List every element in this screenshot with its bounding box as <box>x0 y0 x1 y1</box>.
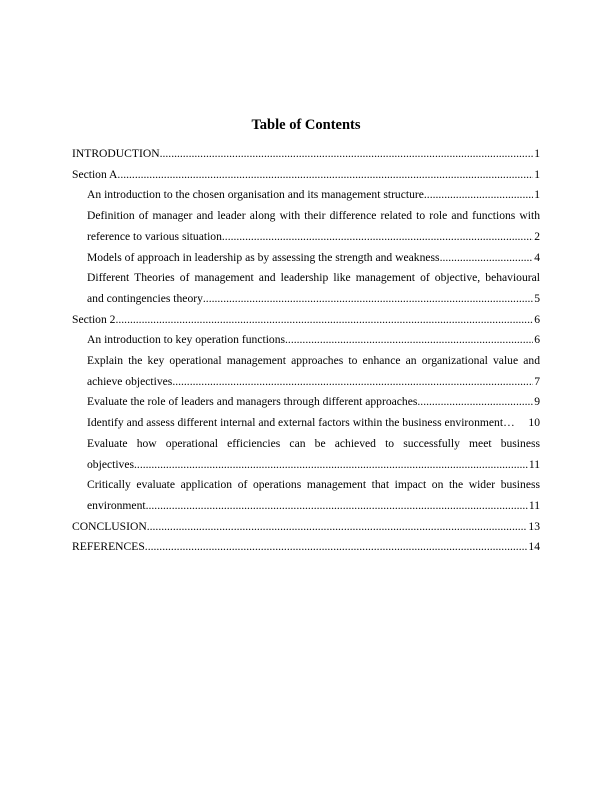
toc-entry[interactable] <box>72 268 540 309</box>
toc-entry-title: objectives <box>87 457 135 471</box>
toc-entry-line <box>72 537 540 558</box>
toc-page-number: 14 <box>528 540 540 554</box>
toc-entry-line <box>87 248 540 269</box>
toc-entry-title: environment <box>87 498 146 512</box>
toc-entry-title: Models of approach in leadership as by assessing the strength and weakness <box>87 250 440 264</box>
toc-entry-text-line: Explain the key operational management approaches to enhance an organizational value and <box>87 354 540 368</box>
toc-entry-line <box>87 330 540 351</box>
dot-leader <box>285 330 533 351</box>
toc-entry-title: REFERENCES <box>72 540 145 554</box>
toc-page-number: 6 <box>534 333 540 347</box>
toc-entry-text-line: Different Theories of management and leadership like management of objective, behavioural <box>87 271 540 285</box>
dot-leader <box>440 248 534 269</box>
toc-entry[interactable] <box>72 434 540 475</box>
toc-entry[interactable] <box>72 517 540 538</box>
page-title: Table of Contents <box>251 117 361 133</box>
toc-page-number: 6 <box>534 312 540 326</box>
toc-entry[interactable] <box>72 351 540 392</box>
toc-entry-title: achieve objectives <box>87 374 173 388</box>
toc-page-number: 11 <box>528 498 540 512</box>
toc-entry-line <box>87 227 540 248</box>
toc-entry-line <box>72 144 540 165</box>
dot-leader <box>172 372 533 393</box>
toc-entry-line <box>87 289 540 310</box>
toc-page-number: 11 <box>528 457 540 471</box>
toc-entry[interactable] <box>72 392 540 413</box>
toc-page-number: 13 <box>528 519 540 533</box>
toc-entry[interactable] <box>72 310 540 331</box>
toc-page-number: 4 <box>534 250 540 264</box>
toc-entry[interactable] <box>72 330 540 351</box>
toc-entry-line <box>87 372 540 393</box>
toc-entry-line <box>87 496 540 517</box>
toc-entry-line <box>72 517 540 538</box>
toc-entry-title: Evaluate the role of leaders and managers through different approaches <box>87 395 418 409</box>
dot-leader <box>134 455 528 476</box>
toc-page-number: 1 <box>534 188 540 202</box>
toc-entry-line <box>87 392 540 413</box>
dot-leader <box>117 165 533 186</box>
toc-page-number: 5 <box>534 291 540 305</box>
dot-leader <box>160 144 534 165</box>
toc-page-number: 7 <box>534 374 540 388</box>
toc-page-number: 2 <box>534 229 540 243</box>
toc-entry-title: Section A <box>72 167 118 181</box>
toc-entry-text-line: Critically evaluate application of operations management that impact on the wider business <box>87 478 540 492</box>
toc-entry-text-line: Evaluate how operational efficiencies can be achieved to successfully meet business <box>87 436 540 450</box>
toc-entry[interactable] <box>72 537 540 558</box>
toc-entry[interactable] <box>72 248 540 269</box>
toc-page-number: 10 <box>528 416 540 430</box>
toc-entry-title: CONCLUSION <box>72 519 147 533</box>
toc-entry-title: Section 2 <box>72 312 116 326</box>
dot-leader <box>147 517 528 538</box>
toc-entry-title: Identify and assess different internal and external factors within the business environment… <box>87 416 515 430</box>
toc-entry-title: INTRODUCTION <box>72 147 160 160</box>
toc-entry-title: An introduction to the chosen organisation and its management structure <box>87 188 424 202</box>
toc-page-number: 1 <box>534 147 540 160</box>
toc-entry[interactable] <box>72 185 540 206</box>
toc-entry-line <box>87 455 540 476</box>
toc-entry-title: An introduction to key operation functions <box>87 333 286 347</box>
toc-entry-line <box>72 165 540 186</box>
dot-leader <box>203 289 533 310</box>
toc-entry[interactable] <box>72 144 540 165</box>
toc-entry-title: and contingencies theory <box>87 291 203 305</box>
toc-page-number: 9 <box>534 395 540 409</box>
dot-leader <box>222 227 533 248</box>
table-of-contents <box>72 144 540 558</box>
toc-entry[interactable] <box>72 206 540 247</box>
dot-leader <box>417 392 533 413</box>
dot-leader <box>424 185 533 206</box>
dot-leader <box>146 496 528 517</box>
toc-entry-text-line: Definition of manager and leader along with their difference related to role and functions with <box>87 209 540 223</box>
dot-leader <box>145 537 528 558</box>
toc-entry[interactable] <box>72 413 540 434</box>
toc-entry[interactable] <box>72 475 540 516</box>
toc-entry-title: reference to various situation <box>87 229 222 243</box>
dot-leader <box>115 310 533 331</box>
toc-page-number: 1 <box>534 167 540 181</box>
toc-entry-line <box>87 185 540 206</box>
toc-entry[interactable] <box>72 165 540 186</box>
toc-entry-line <box>72 310 540 331</box>
toc-entry-line <box>87 413 540 434</box>
